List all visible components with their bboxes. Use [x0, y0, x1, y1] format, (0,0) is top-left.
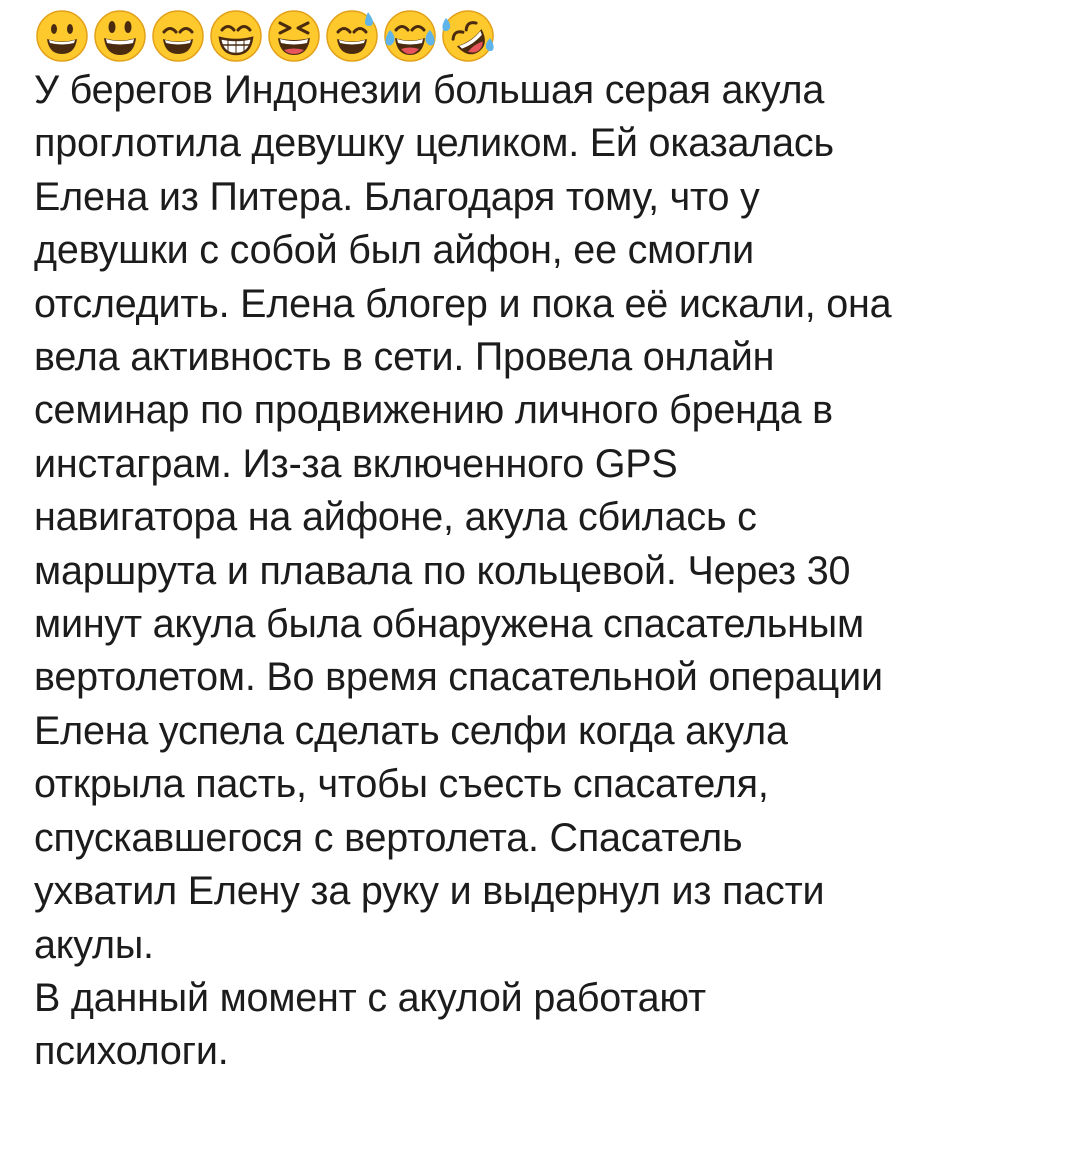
text-line: инстаграм. Из-за включенного GPS: [34, 441, 678, 486]
grinning-face-big-eyes-icon: [92, 8, 148, 64]
text-line: Елена из Питера. Благодаря тому, что у: [34, 174, 760, 219]
emoji-row: [34, 0, 1064, 64]
grinning-face-icon: [34, 8, 90, 64]
text-line: вела активность в сети. Провела онлайн: [34, 335, 775, 380]
text-line: вертолетом. Во время спасательной операции: [34, 655, 883, 700]
post-text: [34, 64, 1064, 1079]
text-line: проглотила девушку целиком. Ей оказалась: [34, 121, 834, 166]
text-line: девушки с собой был айфон, ее смогли: [34, 228, 754, 273]
text-line: психологи.: [34, 1029, 229, 1074]
text-line: навигатора на айфоне, акула сбилась с: [34, 495, 757, 540]
text-line: ухватил Елену за руку и выдернул из пасти: [34, 869, 825, 914]
smiling-face-smiling-eyes-icon: [150, 8, 206, 64]
text-line: семинар по продвижению личного бренда в: [34, 388, 833, 433]
text-line: маршрута и плавала по кольцевой. Через 30: [34, 548, 851, 593]
rolling-on-floor-laughing-icon: [440, 8, 496, 64]
text-line: открыла пасть, чтобы съесть спасателя,: [34, 762, 769, 807]
text-line: спускавшегося с вертолета. Спасатель: [34, 815, 743, 860]
text-line: акулы.: [34, 922, 154, 967]
post-body: [34, 0, 1064, 1079]
text-line: У берегов Индонезии большая серая акула: [34, 68, 825, 112]
face-tears-of-joy-icon: [382, 8, 438, 64]
grinning-face-sweat-icon: [324, 8, 380, 64]
beaming-face-icon: [208, 8, 264, 64]
text-line: отследить. Елена блогер и пока её искали, она: [34, 281, 892, 326]
text-line: минут акула была обнаружена спасательным: [34, 602, 864, 647]
text-line: Елена успела сделать селфи когда акула: [34, 708, 788, 753]
text-line: В данный момент с акулой работают: [34, 975, 706, 1020]
grinning-squinting-face-icon: [266, 8, 322, 64]
